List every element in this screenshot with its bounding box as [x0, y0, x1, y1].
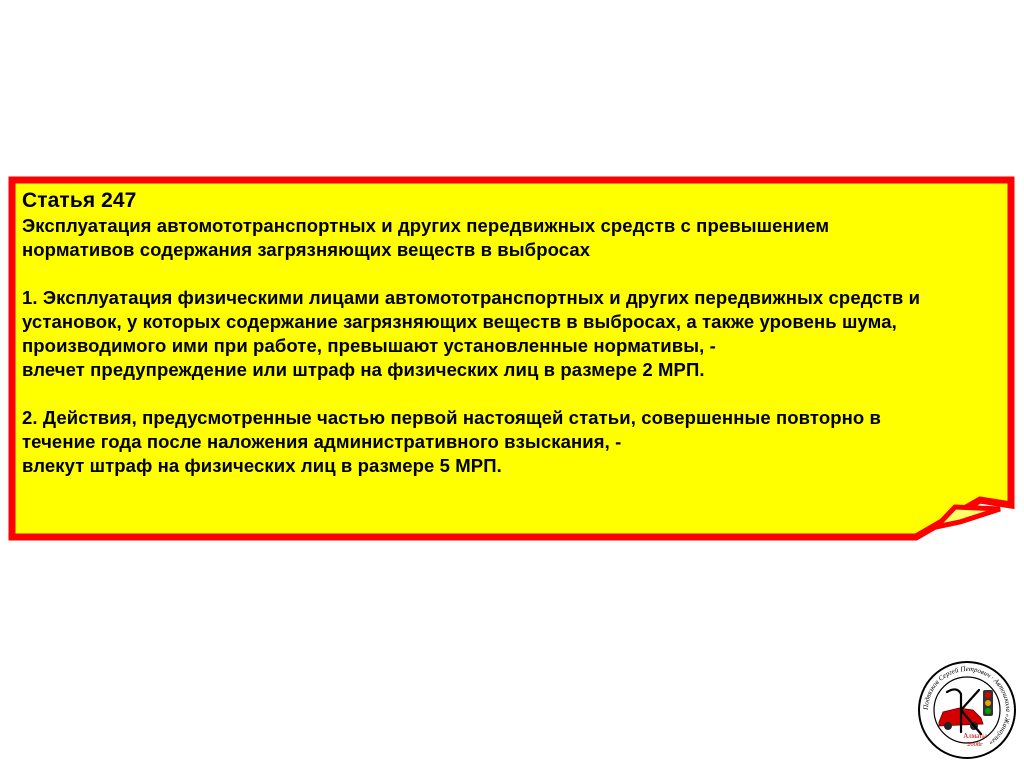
- part1-line: установок, у которых содержание загрязняющих веществ в выбросах, а также уровень шума,: [22, 311, 897, 332]
- part2-line: 2. Действия, предусмотренные частью первой настоящей статьи, совершенные повторно в: [22, 407, 882, 428]
- article-heading-line: нормативов содержания загрязняющих веществ в выбросах: [22, 239, 591, 260]
- part1-line: влечет предупреждение или штраф на физических лиц в размере 2 МРП.: [22, 359, 705, 380]
- part2-line: влекут штраф на физических лиц в размере 5 МРП.: [22, 455, 502, 476]
- article-text: [22, 188, 997, 478]
- logo-ring-text: Подвязков Сергей Петрович · Автошкола «Жанаулы»: [921, 664, 1013, 748]
- paragraph-gap: [22, 262, 997, 286]
- logo-city: Алматы: [963, 732, 987, 740]
- paragraph-gap: [22, 382, 997, 406]
- part2-line: течение года после наложения административного взыскания, -: [22, 431, 622, 452]
- article-title: Статья 247: [22, 189, 137, 212]
- article-heading-line: Эксплуатация автомототранспортных и других передвижных средств с превышением: [22, 215, 830, 236]
- part1-line: 1. Эксплуатация физическими лицами автомототранспортных и других передвижных средств и: [22, 287, 921, 308]
- traffic-light-icon: [983, 690, 993, 716]
- driving-school-logo: [917, 660, 1017, 760]
- logo-year: 2008г: [967, 741, 983, 748]
- part1-line: производимого ими при работе, превышают установленные нормативы, -: [22, 335, 716, 356]
